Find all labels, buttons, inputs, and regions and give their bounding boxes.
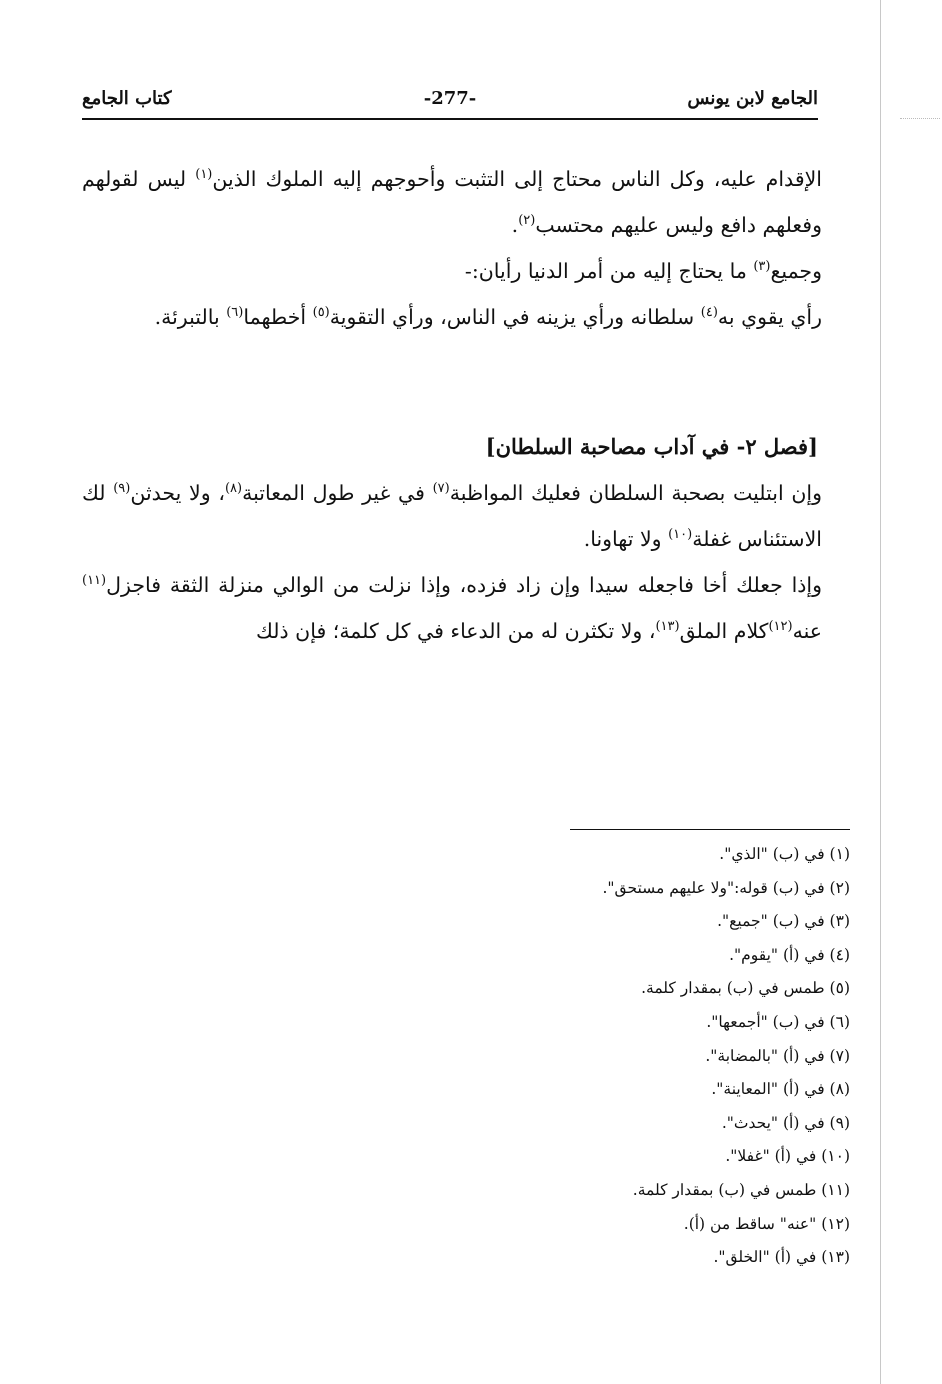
paragraph-4 bbox=[82, 470, 822, 562]
text-run: ولا تهاونا. bbox=[583, 527, 669, 551]
text-run: في غير طول المعاتبة bbox=[242, 481, 433, 505]
text-run: . bbox=[511, 213, 519, 237]
footnote-11: (١١) طمس في (ب) بمقدار كلمة. bbox=[632, 1180, 850, 1199]
text-run: أخطهما bbox=[243, 305, 313, 329]
text-run: ما يحتاج إليه من أمر الدنيا رأيان:- bbox=[464, 259, 754, 283]
footnote-ref-1: (١) bbox=[195, 167, 213, 182]
text-run: رأي يقوي به bbox=[717, 305, 822, 329]
footnote-ref-8: (٨) bbox=[224, 481, 243, 496]
footnote-7: (٧) في (أ) "بالمضابة". bbox=[705, 1046, 850, 1065]
text-run: ، ولا يحدثن bbox=[130, 481, 225, 505]
footnote-10: (١٠) في (أ) "غفلا". bbox=[725, 1147, 850, 1166]
running-header bbox=[82, 88, 818, 118]
footnote-1: (١) في (ب) "الذي". bbox=[719, 845, 850, 863]
footnote-2: (٢) في (ب) قوله:"ولا عليهم مستحق". bbox=[602, 878, 850, 897]
footnote-ref-6: (٦) bbox=[226, 305, 244, 320]
text-run: وإذا جعلك أخا فاجعله سيدا وإن زاد فزده، وإذا نزلت من الوالي منزلة الثقة فاجزل bbox=[106, 573, 822, 597]
text-run: كلام الملق bbox=[679, 619, 769, 643]
footnotes bbox=[470, 838, 850, 1275]
text-run: لك الاستئناس غفلة bbox=[82, 481, 822, 551]
section-heading: [فصل ٢- في آداب مصاحبة السلطان] bbox=[485, 434, 818, 459]
footnote-ref-3: (٣) bbox=[753, 259, 771, 274]
footnote-6: (٦) في (ب) "أجمعها". bbox=[706, 1012, 850, 1031]
footnote-ref-4: (٤) bbox=[700, 305, 718, 320]
footnote-9: (٩) في (أ) "يحدث". bbox=[721, 1113, 850, 1132]
paragraph-5 bbox=[82, 562, 822, 654]
text-run: ليس لقولهم وفعلهم دافع وليس عليهم محتسب bbox=[82, 167, 822, 237]
footnote-8: (٨) في (أ) "المعاينة". bbox=[711, 1080, 850, 1099]
text-run: سلطانه ورأي يزينه في الناس، ورأي التقوية bbox=[329, 305, 701, 329]
footnote-ref-7: (٧) bbox=[432, 481, 450, 496]
footnote-5: (٥) طمس في (ب) بمقدار كلمة. bbox=[641, 979, 850, 998]
footnote-ref-12: (١٢) bbox=[768, 619, 793, 634]
footnote-ref-9: (٩) bbox=[113, 481, 131, 496]
text-run: بالتبرئة. bbox=[154, 305, 227, 329]
paragraph-3 bbox=[82, 294, 822, 340]
footnote-ref-5: (٥) bbox=[312, 305, 330, 320]
footnote-3: (٣) في (ب) "جميع". bbox=[717, 912, 850, 931]
text-run: عنه bbox=[792, 619, 822, 643]
footnote-12: (١٢) "عنه" ساقط من (أ). bbox=[683, 1214, 850, 1233]
header-chapter-title: كتاب الجامع bbox=[82, 88, 172, 109]
text-run: وجميع bbox=[770, 259, 822, 283]
page-number: -277- bbox=[423, 88, 477, 109]
page-edge-dots bbox=[900, 118, 940, 119]
header-rule bbox=[82, 118, 818, 120]
text-run: الإقدام عليه، وكل الناس محتاج إلى التثبت وأحوجهم إليه الملوك الذين bbox=[212, 167, 823, 191]
header-book-title: الجامع لابن يونس bbox=[687, 88, 818, 109]
footnote-ref-11: (١١) bbox=[82, 573, 107, 588]
page-edge-line bbox=[880, 0, 881, 1384]
footnote-separator bbox=[570, 829, 850, 830]
footnote-13: (١٣) في (أ) "الخلق". bbox=[713, 1248, 850, 1267]
footnote-ref-2: (٢) bbox=[518, 213, 536, 228]
paragraph-2 bbox=[82, 248, 822, 294]
footnote-ref-10: (١٠) bbox=[668, 527, 693, 542]
text-run: وإن ابتليت بصحبة السلطان فعليك المواظبة bbox=[449, 481, 823, 505]
text-run: ، ولا تكثرن له من الدعاء في كل كلمة؛ فإن ذلك bbox=[256, 619, 656, 643]
footnote-4: (٤) في (أ) "يقوم". bbox=[729, 945, 850, 964]
paragraph-1 bbox=[82, 156, 822, 248]
footnote-ref-13: (١٣) bbox=[655, 619, 680, 634]
